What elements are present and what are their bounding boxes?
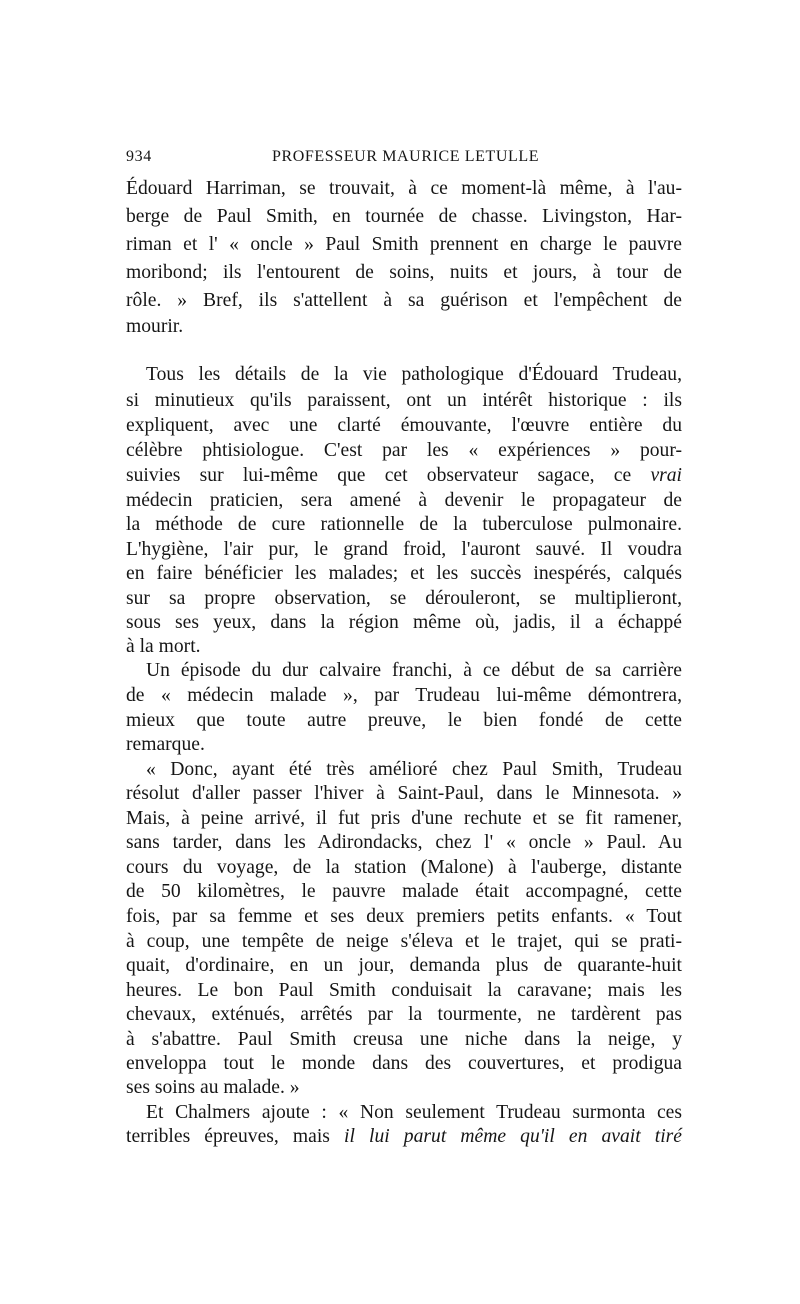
text-line: chevaux, exténués, arrêtés par la tourmente, ne tardèrent pas [126,1004,682,1025]
text-line: terribles épreuves, mais il lui parut même qu'il en avait tiré [126,1126,682,1147]
text-line: médecin praticien, sera amené à devenir le propagateur de [126,490,682,511]
text-line: cours du voyage, de la station (Malone) à l'auberge, distante [126,857,682,878]
text-line: enveloppa tout le monde dans des couvertures, et prodigua [126,1053,682,1074]
text-line: remarque. [126,734,205,755]
text-line: ses soins au malade. » [126,1077,300,1098]
text-line: riman et l' « oncle » Paul Smith prennent en charge le pauvre [126,234,682,255]
text-line: de « médecin malade », par Trudeau lui-même démontrera, [126,685,682,706]
text-line: fois, par sa femme et ses deux premiers petits enfants. « Tout [126,906,682,927]
text-line: « Donc, ayant été très amélioré chez Paul Smith, Trudeau [146,759,682,780]
text-line: à coup, une tempête de neige s'éleva et le trajet, qui se prati- [126,931,682,952]
text-line: heures. Le bon Paul Smith conduisait la caravane; mais les [126,980,682,1001]
text-line: célèbre phtisiologue. C'est par les « expériences » pour- [126,440,682,461]
text-line: mieux que toute autre preuve, le bien fondé de cette [126,710,682,731]
text-line: résolut d'aller passer l'hiver à Saint-Paul, dans le Minnesota. » [126,783,682,804]
text-line: suivies sur lui-même que cet observateur sagace, ce vrai [126,465,682,486]
running-head [126,148,686,170]
text-line: Édouard Harriman, se trouvait, à ce moment-là même, à l'au- [126,178,682,199]
text-line: sans tarder, dans les Adirondacks, chez l' « oncle » Paul. Au [126,832,682,853]
text-line: à s'abattre. Paul Smith creusa une niche dans la neige, y [126,1029,682,1050]
text-line: Et Chalmers ajoute : « Non seulement Trudeau surmonta ces [146,1102,682,1123]
text-line: expliquent, avec une clarté émouvante, l'œuvre entière du [126,415,682,436]
text-line: quait, d'ordinaire, en un jour, demanda plus de quarante-huit [126,955,682,976]
running-title: PROFESSEUR MAURICE LETULLE [272,148,540,165]
text-line: en faire bénéficier les malades; et les succès inespérés, calqués [126,563,682,584]
text-line: à la mort. [126,636,201,657]
text-line: Un épisode du dur calvaire franchi, à ce début de sa carrière [146,660,682,681]
text-line: sur sa propre observation, se dérouleront, se multiplieront, [126,588,682,609]
page-number: 934 [126,148,152,165]
text-line: rôle. » Bref, ils s'attellent à sa guérison et l'empêchent de [126,290,682,311]
text-line: Mais, à peine arrivé, il fut pris d'une rechute et se fit ramener, [126,808,682,829]
text-line: la méthode de cure rationnelle de la tuberculose pulmonaire. [126,514,682,535]
text-line: si minutieux qu'ils paraissent, ont un intérêt historique : ils [126,390,682,411]
text-line: de 50 kilomètres, le pauvre malade était accompagné, cette [126,881,682,902]
text-line: Tous les détails de la vie pathologique d'Édouard Trudeau, [146,364,682,385]
text-line: moribond; ils l'entourent de soins, nuits et jours, à tour de [126,262,682,283]
text-line: L'hygiène, l'air pur, le grand froid, l'auront sauvé. Il voudra [126,539,682,560]
text-line: berge de Paul Smith, en tournée de chasse. Livingston, Har- [126,206,682,227]
text-line: sous ses yeux, dans la région même où, jadis, il a échappé [126,612,682,633]
text-line: mourir. [126,316,184,337]
